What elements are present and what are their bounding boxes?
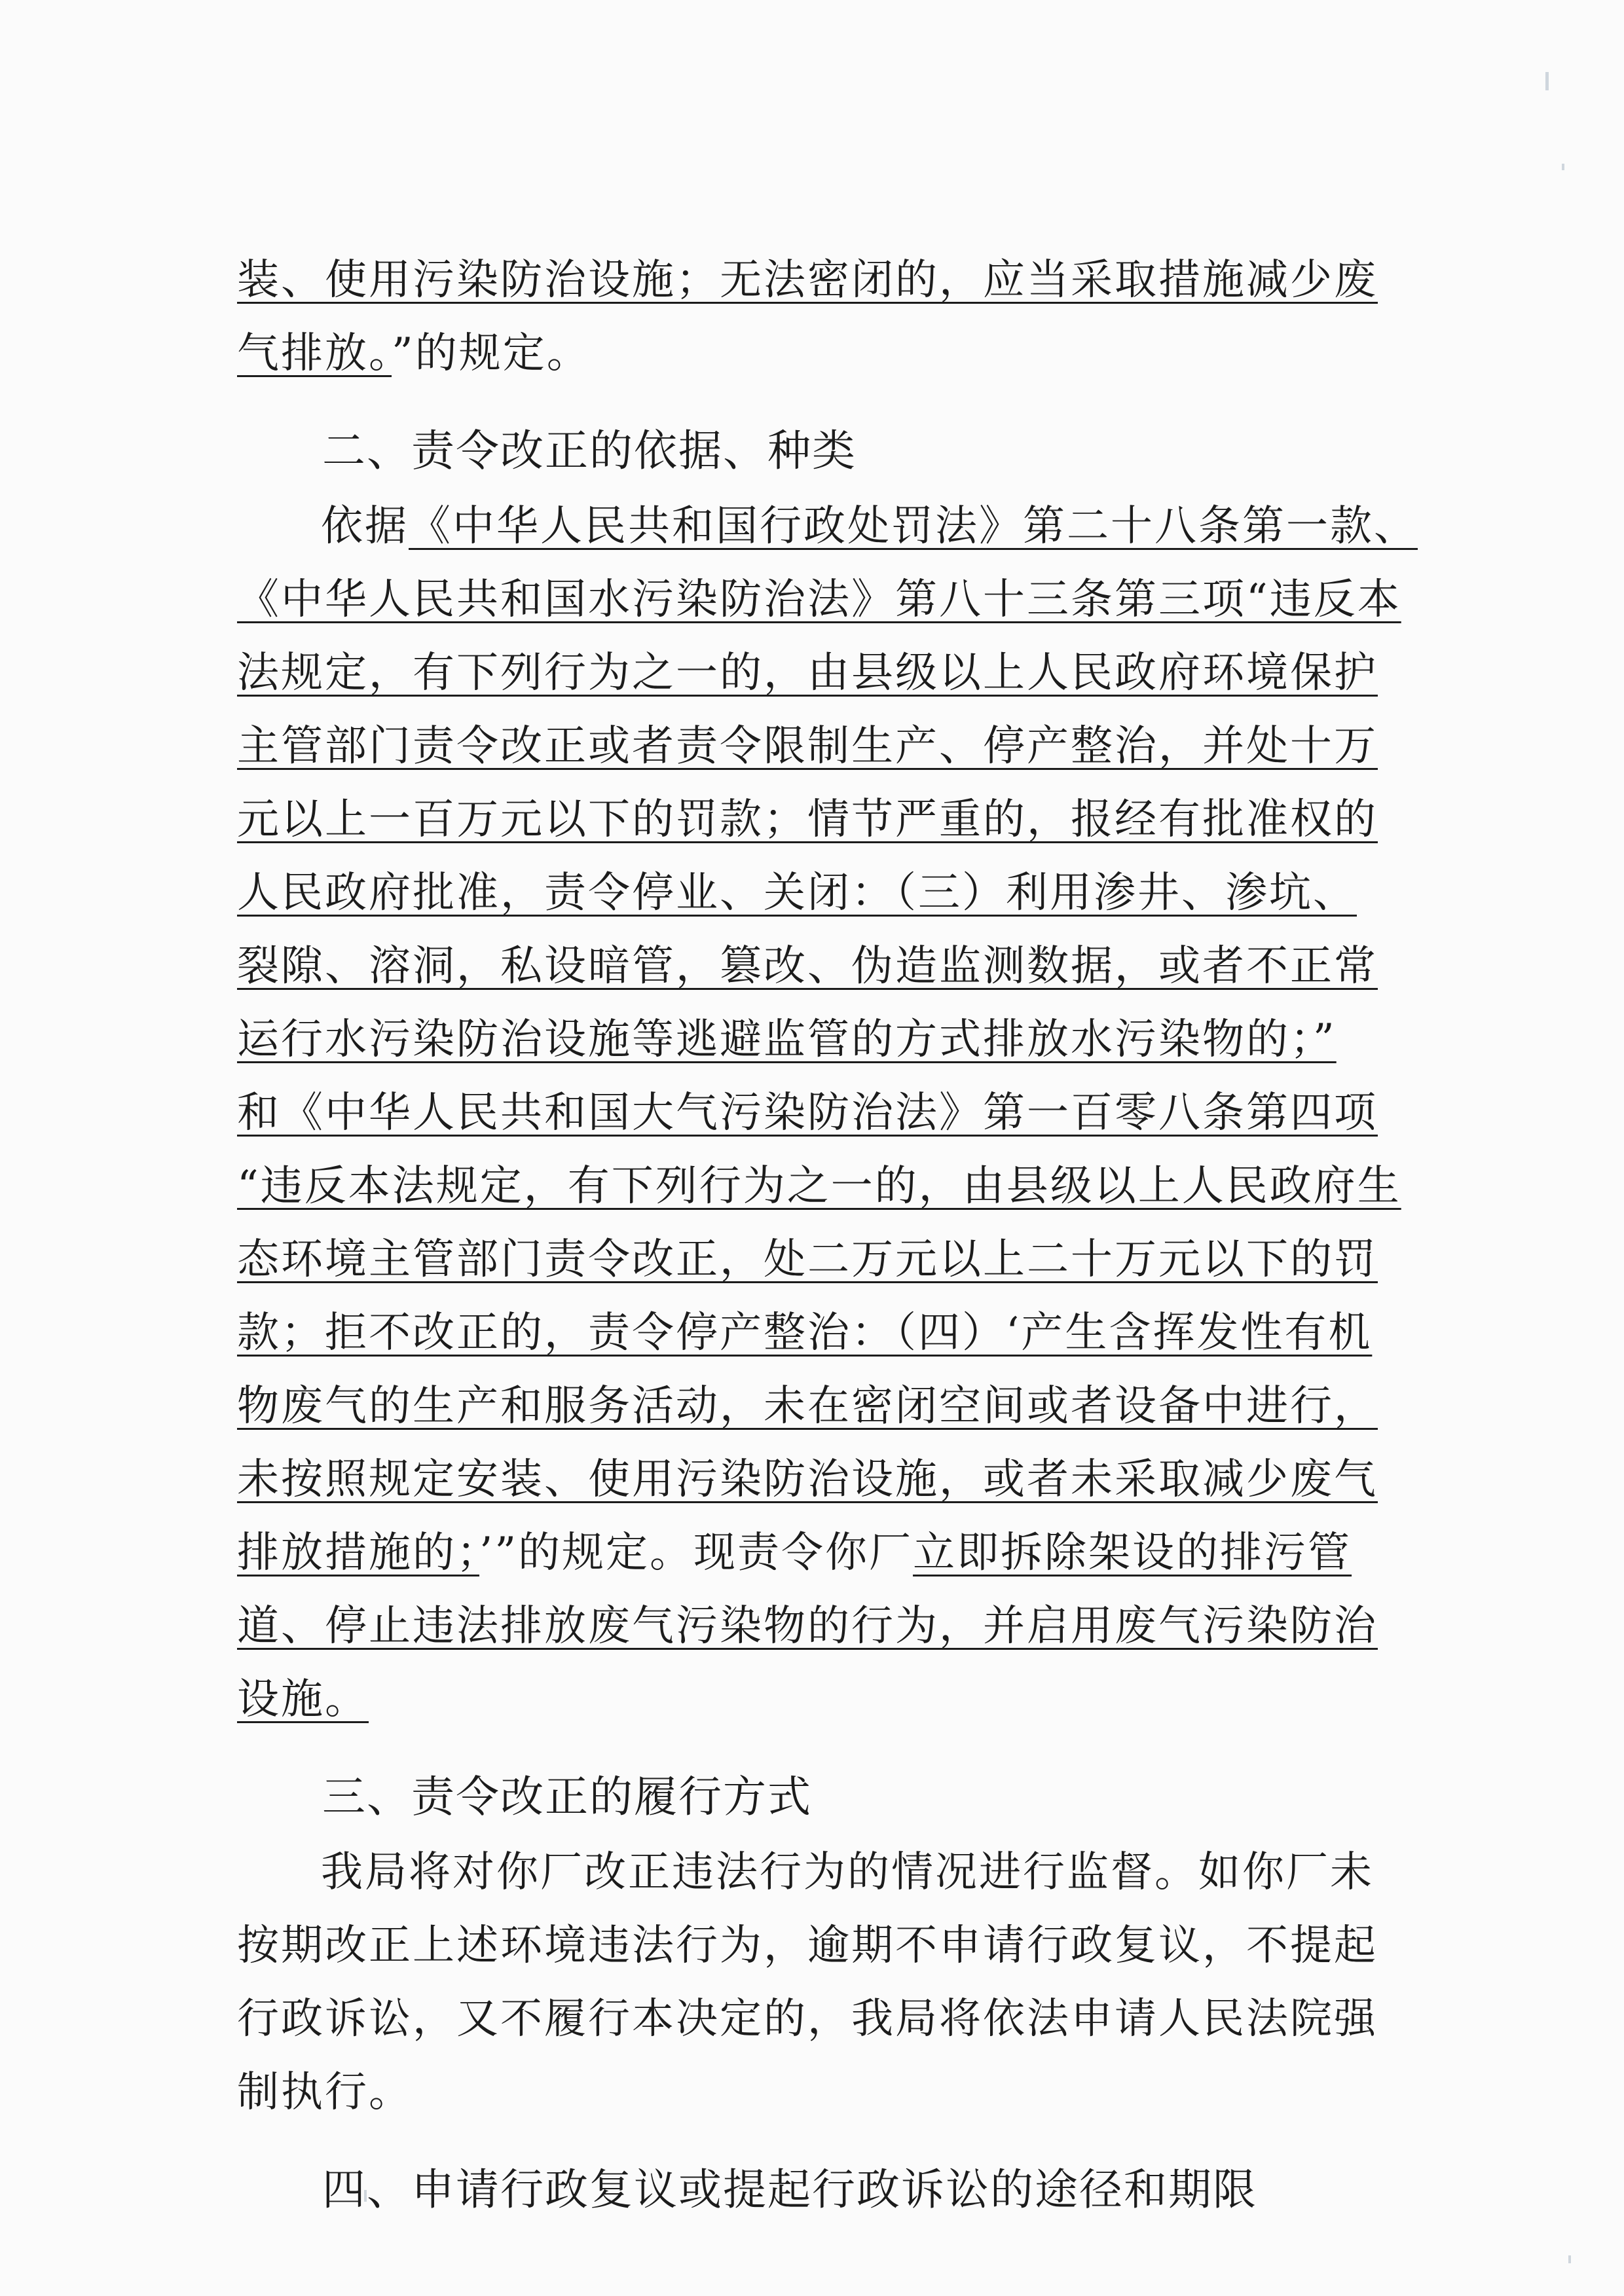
- underlined-text: 款；拒不改正的，责令停产整治：（四）‘产生含挥发性有机: [237, 1309, 1373, 1357]
- text-segment: 按期改正上述环境违法行为，逾期不申请行政复议，不提起: [237, 1922, 1378, 1970]
- underlined-text: 未按照规定安装、使用污染防治设施，或者未采取减少废气: [237, 1455, 1378, 1504]
- underlined-text: 裂隙、溶洞，私设暗管，篡改、伪造监测数据，或者不正常: [237, 942, 1378, 991]
- underlined-text: 法规定，有下列行为之一的，由县级以上人民政府环境保护: [237, 649, 1378, 697]
- body-text-line: [237, 1663, 1337, 1736]
- body-text-line: [237, 317, 1337, 390]
- underlined-text: 运行水污染防治设施等逃避监管的方式排放水污染物的；”: [237, 1015, 1337, 1064]
- text-segment: 依据: [321, 502, 409, 551]
- text-segment: ’”的规定。现责令你厂: [479, 1529, 913, 1577]
- body-text-line: [237, 856, 1357, 930]
- underlined-text: 装、使用污染防治设施；无法密闭的，应当采取措施减少废: [237, 256, 1378, 304]
- body-text-line: [237, 1150, 1401, 1223]
- body-text-line: [237, 930, 1378, 1003]
- text-segment: ”的规定。: [392, 329, 591, 378]
- section-heading: [237, 1758, 1337, 1836]
- body-text-line: [237, 783, 1378, 856]
- body-text-line: [237, 1223, 1378, 1296]
- underlined-text: 元以上一百万元以下的罚款；情节严重的，报经有批准权的: [237, 795, 1378, 844]
- body-text-line: [237, 1516, 1352, 1590]
- body-text-line: [237, 1443, 1378, 1516]
- body-text-line: [237, 1003, 1337, 1076]
- section-heading: [237, 2151, 1337, 2229]
- underlined-text: 立即拆除架设的排污管: [913, 1529, 1352, 1577]
- body-text-line: [237, 563, 1401, 636]
- text-segment: 四、申请行政复议或提起行政诉讼的途径和期限: [322, 2164, 1257, 2215]
- text-segment: 制执行。: [237, 2068, 413, 2117]
- scan-mark: [1562, 164, 1564, 170]
- body-text-line: [237, 1296, 1373, 1370]
- document-body: [237, 244, 1418, 2229]
- body-text-line: [237, 244, 1378, 317]
- underlined-text: 设施。: [237, 1675, 369, 1724]
- scan-mark: [1568, 2255, 1571, 2263]
- body-text-line: [237, 1076, 1378, 1150]
- body-text-line: [237, 2056, 1337, 2129]
- body-text-line: [237, 1982, 1378, 2056]
- body-text-line: [237, 710, 1378, 783]
- body-text-line: [237, 636, 1378, 710]
- section-gap: [237, 1736, 1337, 1758]
- underlined-text: 和《中华人民共和国大气污染防治法》第一百零八条第四项: [237, 1089, 1378, 1137]
- underlined-text: 《中华人民共和国水污染防治法》第八十三条第三项“违反本: [237, 575, 1401, 624]
- text-segment: 二、责令改正的依据、种类: [322, 426, 857, 476]
- underlined-text: 人民政府批准，责令停业、关闭：（三）利用渗井、渗坑、: [237, 869, 1357, 917]
- underlined-text: 排放措施的；: [237, 1529, 479, 1577]
- body-text-line: [237, 1836, 1374, 1909]
- body-text-line: [237, 1909, 1378, 1982]
- text-segment: 我局将对你厂改正违法行为的情况进行监督。如你厂未: [321, 1848, 1374, 1897]
- body-text-line: [237, 1370, 1378, 1443]
- scan-mark: [1545, 72, 1549, 90]
- section-gap: [237, 390, 1337, 412]
- body-text-line: [237, 1590, 1378, 1663]
- section-gap: [237, 2129, 1337, 2151]
- body-text-line: [237, 490, 1418, 563]
- underlined-text: 气排放。: [237, 329, 392, 378]
- underlined-text: 物废气的生产和服务活动，未在密闭空间或者设备中进行，: [237, 1382, 1378, 1430]
- section-heading: [237, 412, 1337, 490]
- underlined-text: 主管部门责令改正或者责令限制生产、停产整治，并处十万: [237, 722, 1378, 771]
- underlined-text: 态环境主管部门责令改正，处二万元以上二十万元以下的罚: [237, 1235, 1378, 1284]
- text-segment: 三、责令改正的履行方式: [322, 1772, 812, 1822]
- underlined-text: 道、停止违法排放废气污染物的行为，并启用废气污染防治: [237, 1602, 1378, 1650]
- underlined-text: 《中华人民共和国行政处罚法》第二十八条第一款、: [409, 502, 1418, 551]
- underlined-text: “违反本法规定，有下列行为之一的，由县级以上人民政府生: [237, 1162, 1401, 1211]
- text-segment: 行政诉讼，又不履行本决定的，我局将依法申请人民法院强: [237, 1995, 1378, 2043]
